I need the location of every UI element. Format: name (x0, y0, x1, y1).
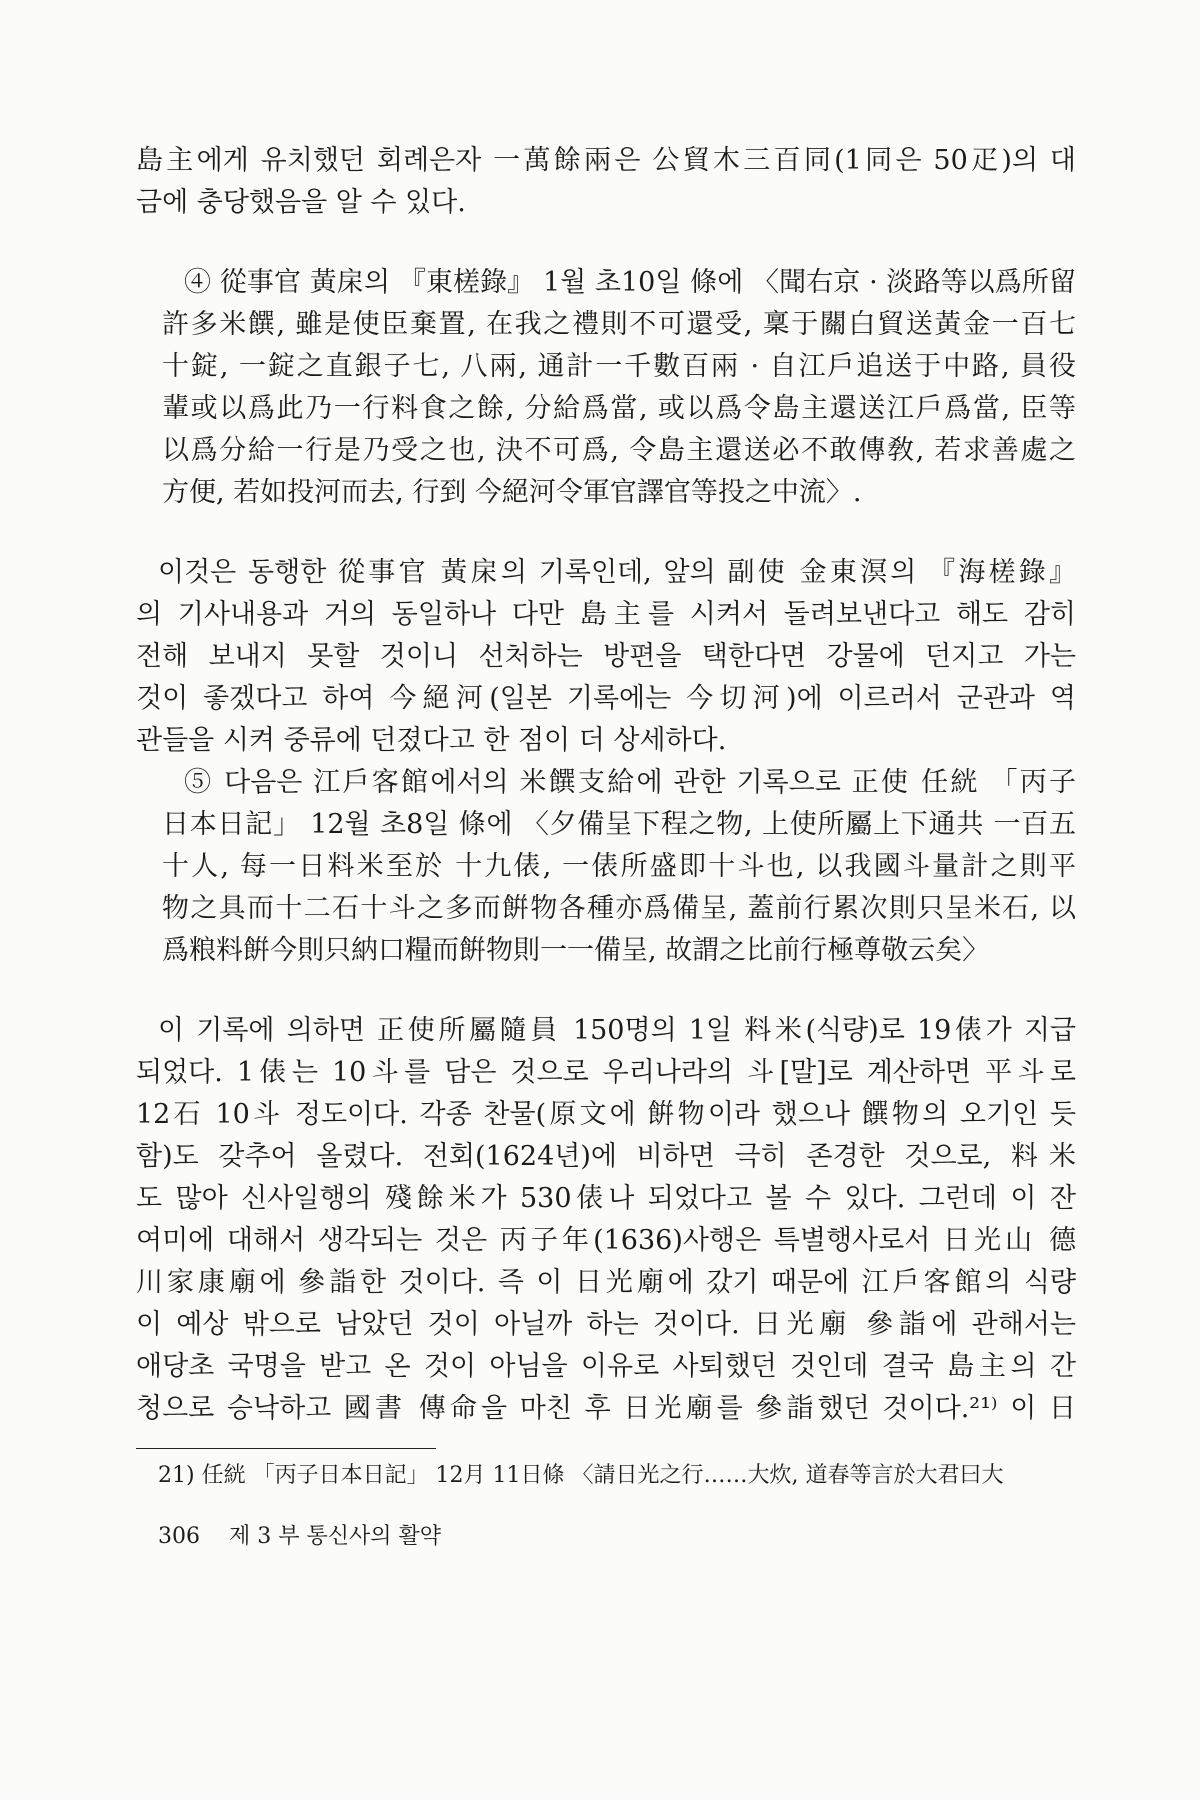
text-line: 청으로 승낙하고 國書 傳命을 마친 후 日光廟를 參詣했던 것이다.²¹⁾ 이 日 (136, 1393, 1076, 1424)
text-line: 이것은 동행한 從事官 黃㦿의 기록인데, 앞의 副使 金東溟의 『海槎錄』 (158, 557, 1076, 588)
text-line: 금에 충당했음을 알 수 있다. (136, 187, 466, 218)
text-line: 輩或以爲此乃一行料食之餘, 分給爲當, 或以爲令島主還送江戶爲當, 臣等 (162, 393, 1076, 424)
section-title: 제 3 부 통신사의 활약 (229, 1524, 441, 1549)
text-line: 爲粮料餠今則只納口糧而餠物則一一備呈, 故謂之比前行極尊敬云矣〉 (162, 935, 990, 966)
paragraph-2 (136, 552, 1076, 762)
paragraph-3 (136, 1010, 1076, 1430)
text-line: 도 많아 신사일행의 殘餘米가 530俵나 되었다고 볼 수 있다. 그런데 이 잔 (136, 1183, 1076, 1214)
text-line: 十錠, 一錠之直銀子七, 八兩, 通計一千數百兩 · 自江戶追送于中路, 員役 (162, 351, 1076, 382)
text-line: 애당초 국명을 받고 온 것이 아님을 이유로 사퇴했던 것인데 결국 島主의 간 (136, 1351, 1076, 1382)
text-line: 전해 보내지 못할 것이니 선처하는 방편을 택한다면 강물에 던지고 가는 (136, 641, 1076, 672)
text-line: 物之具而十二石十斗之多而餠物各種亦爲備呈, 蓋前行累次則只呈米石, 以 (162, 893, 1076, 924)
text-line: 여미에 대해서 생각되는 것은 丙子年(1636)사행은 특별행사로서 日光山 德 (136, 1225, 1076, 1256)
text-line: 이 기록에 의하면 正使所屬隨員 150명의 1일 料米(식량)로 19俵가 지급 (158, 1015, 1076, 1046)
page-footer (136, 1519, 1076, 1550)
text-line: 의 기사내용과 거의 동일하나 다만 島主를 시켜서 돌려보낸다고 해도 감히 (136, 599, 1076, 630)
text-line: 함)도 갖추어 올렸다. 전회(1624년)에 비하면 극히 존경한 것으로, 料米 (136, 1141, 1076, 1172)
text-line: 이 예상 밖으로 남았던 것이 아닐까 하는 것이다. 日光廟 參詣에 관해서는 (136, 1309, 1076, 1340)
text-line: 日本日記」 12월 초8일 條에 〈夕備呈下程之物, 上使所屬上下通共 一百五 (162, 809, 1076, 840)
page-body (136, 140, 1076, 1550)
quotation-5 (136, 762, 1076, 972)
footnote: 21) 任絖 「丙子日本日記」 12月 11日條 〈請日光之行……大炊, 道春等言於大君曰大 (158, 1463, 1004, 1488)
page-number: 306 (158, 1524, 200, 1549)
text-line: 川家康廟에 參詣한 것이다. 즉 이 日光廟에 갔기 때문에 江戶客館의 식량 (136, 1267, 1076, 1298)
text-line: 十人, 每一日料米至於 十九俵, 一俵所盛即十斗也, 以我國斗量計之則平 (162, 851, 1076, 882)
text-line: ⑤ 다음은 江戶客館에서의 米饌支給에 관한 기록으로 正使 任絖 「丙子 (184, 767, 1076, 798)
text-line: 것이 좋겠다고 하여 今絕河(일본 기록에는 今切河)에 이르러서 군관과 역 (136, 683, 1076, 714)
text-line: 되었다. 1俵는 10斗를 담은 것으로 우리나라의 斗[말]로 계산하면 平斗로 (136, 1057, 1076, 1088)
text-line: 方便, 若如投河而去, 行到 今絕河令軍官譯官等投之中流〉. (162, 477, 862, 508)
text-line: 12石 10斗 정도이다. 각종 찬물(原文에 餠物이라 했으나 饌物의 오기인 듯 (136, 1099, 1076, 1130)
text-line: 許多米饌, 雖是使臣棄置, 在我之禮則不可還受, 稟于關白貿送黃金一百七 (162, 309, 1076, 340)
text-line: 島主에게 유치했던 회례은자 一萬餘兩은 公貿木三百同(1同은 50疋)의 대 (136, 145, 1076, 176)
paragraph-1 (136, 140, 1076, 224)
quotation-4 (136, 262, 1076, 514)
text-line: ④ 從事官 黃㦿의 『東槎錄』 1월 초10일 條에 〈聞右京 · 淡路等以爲所留 (184, 267, 1076, 298)
text-line: 以爲分給一行是乃受之也, 決不可爲, 令島主還送必不敢傳敎, 若求善處之 (162, 435, 1076, 466)
text-line: 관들을 시켜 중류에 던졌다고 한 점이 더 상세하다. (136, 725, 727, 756)
footnote-divider (136, 1448, 436, 1449)
